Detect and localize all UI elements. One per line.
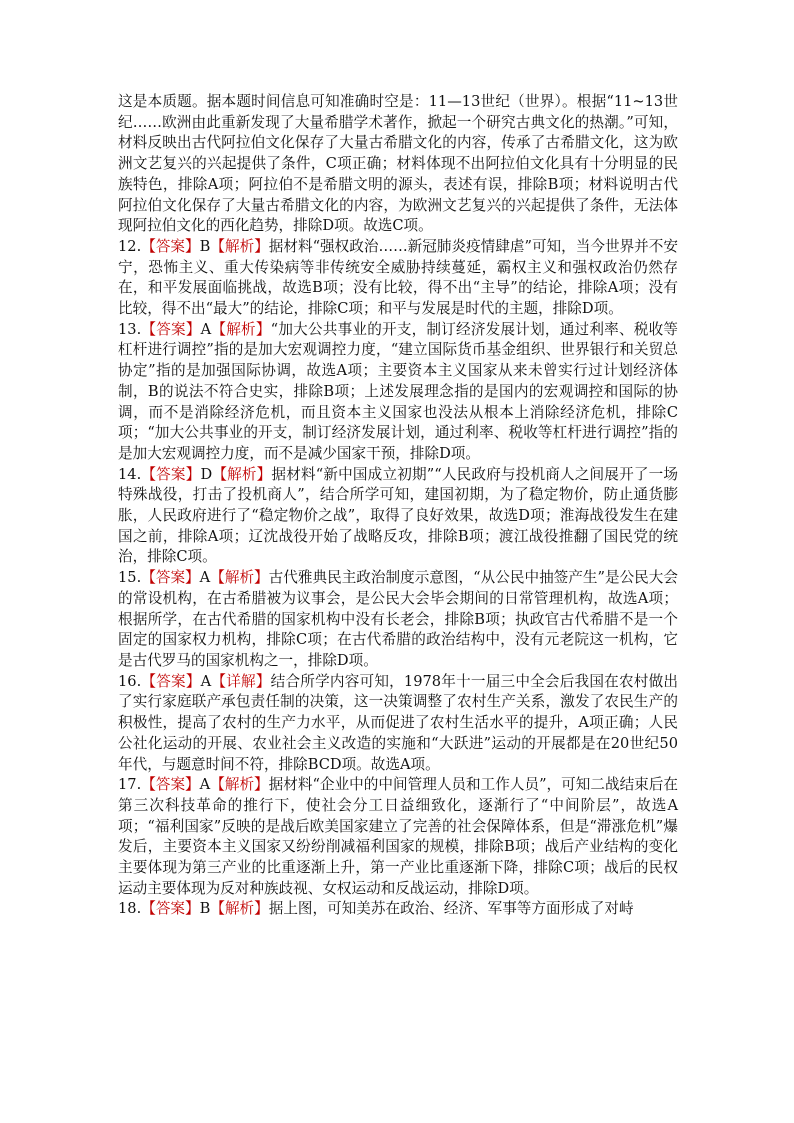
explanation-tag: 【解析】 — [210, 776, 269, 794]
question-number: 16. — [118, 672, 142, 690]
answer-item — [118, 775, 678, 899]
answer-choice: B — [199, 237, 211, 255]
answer-item — [118, 465, 678, 569]
question-number: 12. — [118, 237, 142, 255]
explanation-text: 据材料“企业中的中间管理人员和工作人员”，可知二战结束后在第三次科技革命的推行下，使社会分工日益细致化，逐渐行了“中间阶层”，故选A项；“福利国家”反映的是战后欧美国家建立了完善的社会保障体系，但是“滞涨危机”爆发后，主要资本主义国家又纷纷削减福利国家的规模，排除B项；战后产业结构的变化主要体现为第三产业的比重逐渐上升，第一产业比重逐渐下降，排除C项；战后的民权运动主要体现为反对种族歧视、女权运动和反战运动，排除D项。 — [118, 776, 678, 897]
answer-choice: D — [200, 465, 213, 483]
explanation-text: 古代雅典民主政治制度示意图，“从公民中抽签产生”是公民大会的常设机构，在古希腊被为议事会，是公民大会毕会期间的日常管理机构，故选A项；根据所学，在古代希腊的国家机构中没有长老会，排除B项；执政官古代希腊不是一个固定的国家权力机构，排除C项；在古代希腊的政治结构中，没有元老院这一机构，它是古代罗马的国家机构之一，排除D项。 — [118, 569, 678, 669]
answer-item — [118, 237, 678, 320]
explanation-text: 据上图，可知美苏在政治、经济、军事等方面形成了对峙 — [268, 900, 634, 918]
explanation-tag: 【解析】 — [212, 465, 272, 483]
explanation-tag: 【详解】 — [211, 672, 271, 690]
answer-tag: 【答案】 — [141, 672, 201, 690]
answer-choice: A — [200, 672, 212, 690]
explanation-tag: 【解析】 — [210, 900, 269, 918]
explanation-tag: 【解析】 — [210, 569, 269, 587]
answer-tag: 【答案】 — [141, 900, 200, 918]
answer-choice: A — [199, 569, 211, 587]
question-number: 15. — [118, 569, 142, 587]
explanation-text: “加大公共事业的开支，制订经济发展计划，通过利率、税收等杠杆进行调控”指的是加大宏观调控力度，“建立国际货币基金组织、世界银行和关贸总协定”指的是加强国际协调，故选A项；主要资本主义国家从来未曾实行过计划经济体制，B的说法不符合史实，排除B项；上述发展理念指的是国内的宏观调控和国际的协调，而不是消除经济危机，而且资本主义国家也没法从根本上消除经济危机，排除C项；“加大公共事业的开支，制订经济发展计划，通过利率、税收等杠杆进行调控”指的是加大宏观调控力度，而不是减少国家干预，排除D项。 — [118, 320, 678, 462]
answer-item — [118, 320, 678, 465]
answer-choice: A — [199, 776, 211, 794]
answer-tag: 【答案】 — [141, 320, 201, 338]
answer-choice: A — [200, 320, 212, 338]
answer-tag: 【答案】 — [141, 237, 200, 255]
answer-item — [118, 672, 678, 776]
answer-tag: 【答案】 — [141, 569, 200, 587]
explanation-tag: 【解析】 — [210, 237, 269, 255]
answer-item — [118, 899, 678, 920]
explanation-tag: 【解析】 — [211, 320, 271, 338]
answer-choice: B — [199, 900, 211, 918]
explanation-text: 据材料“新中国成立初期”“人民政府与投机商人之间展开了一场特殊战役，打击了投机商人”，结合所学可知，建国初期，为了稳定物价，防止通货膨胀，人民政府进行了“稳定物价之战”，取得了良好效果，故选D项；淮海战役发生在建国之前，排除A项；辽沈战役开始了战略反攻，排除B项；渡江战役推翻了国民党的统治，排除C项。 — [118, 465, 678, 566]
explanation-text: 据材料“强权政治……新冠肺炎疫情肆虐”可知，当今世界并不安宁，恐怖主义、重大传染病等非传统安全威胁持续蔓延，霸权主义和强权政治仍然存在，和平发展面临挑战，故选B项；没有比较，得不出“主导”的结论，排除A项；没有比较，得不出“最大”的结论，排除C项；和平与发展是时代的主题，排除D项。 — [118, 237, 678, 318]
question-number: 17. — [118, 776, 142, 794]
answer-list — [118, 237, 678, 920]
explanation-text: 结合所学内容可知，1978年十一届三中全会后我国在农村做出了实行家庭联产承包责任制的决策，这一决策调整了农村生产关系，激发了农民生产的积极性，提高了农村的生产力水平，从而促进了农村生活水平的提升，A项正确；人民公社化运动的开展、农业社会主义改造的实施和“大跃进”运动的开展都是在20世纪50年代，与题意时间不符，排除BCD项。故选A项。 — [118, 672, 678, 773]
question-number: 14. — [118, 465, 142, 483]
answer-tag: 【答案】 — [141, 465, 201, 483]
question-number: 13. — [118, 320, 142, 338]
answer-explanation-page — [118, 92, 678, 920]
answer-tag: 【答案】 — [141, 776, 200, 794]
intro-paragraph: 这是本质题。据本题时间信息可知准确时空是：11—13世纪（世界）。根据“11~13世纪……欧洲由此重新发现了大量希腊学术著作，掀起一个研究古典文化的热潮。”可知，材料反映出古代阿拉伯文化保存了大量古希腊文化的内容，传承了古希腊文化，这为欧洲文艺复兴的兴起提供了条件，C项正确；材料体现不出阿拉伯文化具有十分明显的民族特色，排除A项；阿拉伯不是希腊文明的源头，表述有误，排除B项；材料说明古代阿拉伯文化保存了大量古希腊文化的内容，为欧洲文艺复兴的兴起提供了条件，无法体现阿拉伯文化的西化趋势，排除D项。故选C项。 — [118, 93, 678, 235]
question-number: 18. — [118, 900, 142, 918]
answer-item — [118, 568, 678, 672]
